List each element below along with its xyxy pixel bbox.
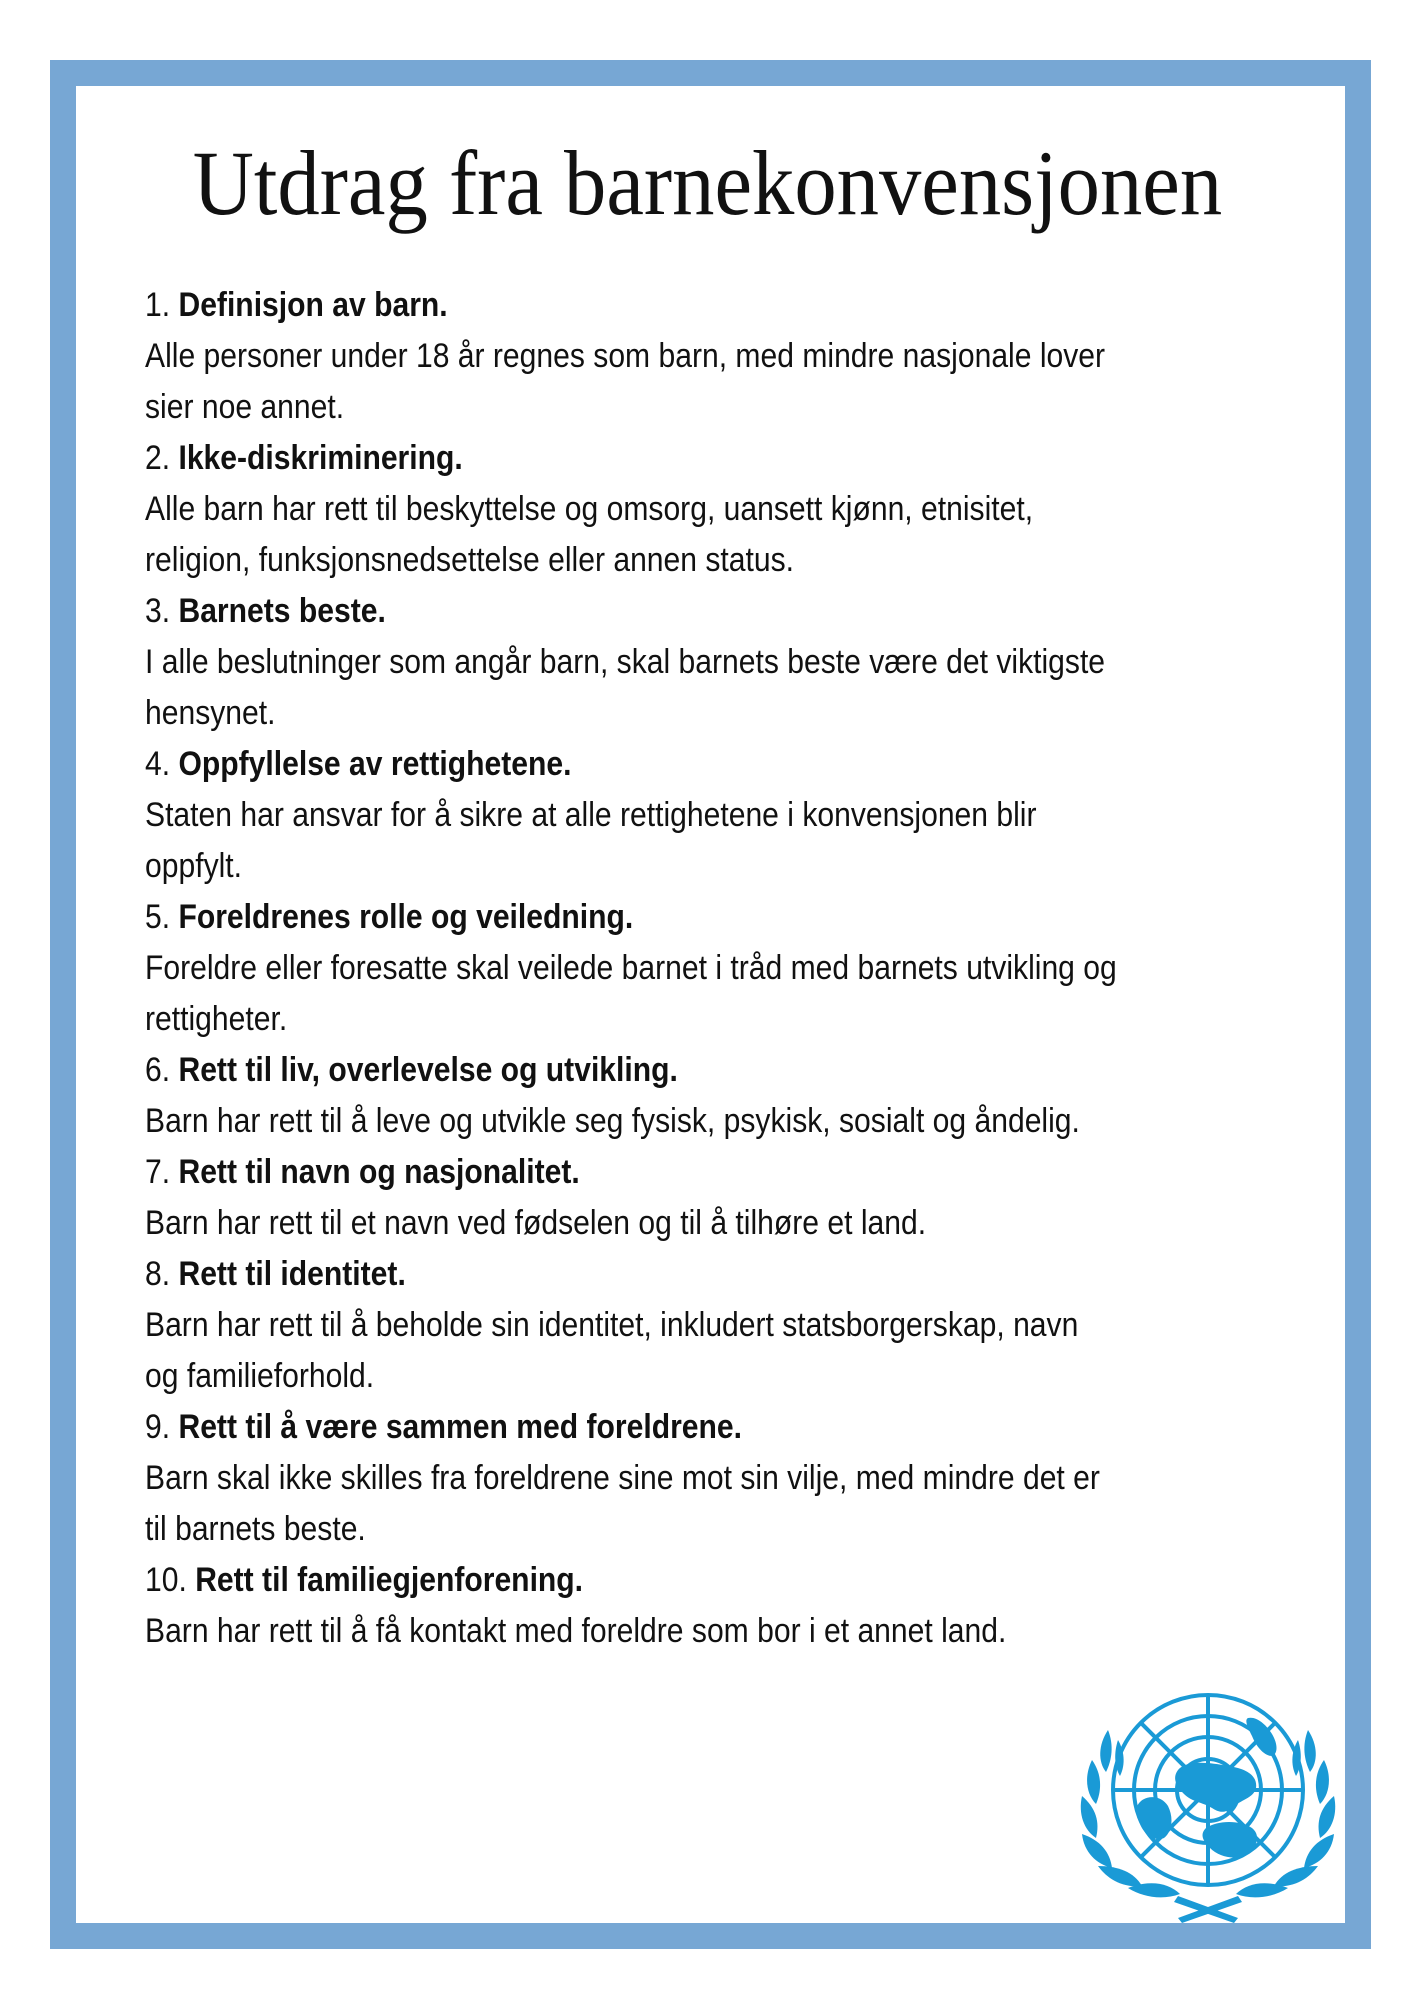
article-text-line: Barn har rett til å beholde sin identitet, inkludert statsborgerskap, navn: [145, 1306, 1079, 1344]
article-text-line: Barn har rett til å få kontakt med foreldre som bor i et annet land.: [145, 1612, 1007, 1650]
article-heading-line: [145, 1045, 1198, 1096]
article-number: 2.: [145, 439, 171, 477]
title-container: [0, 128, 1414, 238]
article-text-line: Barn har rett til å leve og utvikle seg fysisk, psykisk, sosialt og åndelig.: [145, 1102, 1080, 1140]
article-heading: Rett til familiegjenforening.: [195, 1561, 584, 1599]
article-text-line: rettigheter.: [145, 1000, 288, 1038]
article-heading: Rett til å være sammen med foreldrene.: [178, 1408, 743, 1446]
article-number: 6.: [145, 1051, 171, 1089]
article-text-line: I alle beslutninger som angår barn, skal barnets beste være det viktigste: [145, 643, 1106, 681]
article-item: [145, 1402, 1335, 1555]
article-number: 1.: [145, 286, 171, 324]
article-item: [145, 1555, 1335, 1657]
article-heading: Rett til navn og nasjonalitet.: [178, 1153, 580, 1191]
article-heading-line: [145, 1402, 1198, 1453]
article-item: [145, 892, 1335, 1045]
article-number: 3.: [145, 592, 171, 630]
page-title: Utdrag fra barnekonvensjonen: [192, 132, 1222, 234]
article-text-line: hensynet.: [145, 694, 276, 732]
article-item: [145, 1147, 1335, 1249]
article-text-line: Foreldre eller foresatte skal veilede barnet i tråd med barnets utvikling og: [145, 949, 1117, 987]
article-text-line: Alle personer under 18 år regnes som barn, med mindre nasjonale lover: [145, 337, 1106, 375]
article-text-line: Alle barn har rett til beskyttelse og omsorg, uansett kjønn, etnisitet,: [145, 490, 1034, 528]
article-heading-line: [145, 739, 1198, 790]
article-text-line: oppfylt.: [145, 847, 243, 885]
article-item: [145, 433, 1335, 586]
article-number: 9.: [145, 1408, 171, 1446]
article-heading: Barnets beste.: [178, 592, 386, 630]
article-heading: Definisjon av barn.: [178, 286, 448, 324]
article-heading: Rett til liv, overlevelse og utvikling.: [178, 1051, 678, 1089]
article-heading: Rett til identitet.: [178, 1255, 406, 1293]
article-heading-line: [145, 1249, 1198, 1300]
article-item: [145, 586, 1335, 739]
article-number: 8.: [145, 1255, 171, 1293]
article-item: [145, 1045, 1335, 1147]
article-text-line: Staten har ansvar for å sikre at alle rettighetene i konvensjonen blir: [145, 796, 1037, 834]
article-item: [145, 1249, 1335, 1402]
article-heading: Foreldrenes rolle og veiledning.: [178, 898, 634, 936]
article-text-line: religion, funksjonsnedsettelse eller annen status.: [145, 541, 795, 579]
article-number: 7.: [145, 1153, 171, 1191]
article-text-line: Barn skal ikke skilles fra foreldrene sine mot sin vilje, med mindre det er: [145, 1459, 1100, 1497]
article-heading-line: [145, 433, 1198, 484]
article-number: 10.: [145, 1561, 187, 1599]
continent-eurasia: [1175, 1763, 1256, 1812]
article-number: 5.: [145, 898, 171, 936]
article-list: [145, 280, 1335, 1657]
continent-america: [1136, 1797, 1171, 1839]
article-text-line: Barn har rett til et navn ved fødselen og til å tilhøre et land.: [145, 1204, 927, 1242]
article-heading-line: [145, 892, 1198, 943]
article-number: 4.: [145, 745, 171, 783]
article-text-line: sier noe annet.: [145, 388, 345, 426]
article-heading: Ikke-diskriminering.: [178, 439, 463, 477]
continent-africa: [1203, 1822, 1258, 1858]
article-heading-line: [145, 1555, 1198, 1606]
article-heading-line: [145, 1147, 1198, 1198]
un-emblem-icon: [1068, 1690, 1348, 1925]
article-item: [145, 280, 1335, 433]
article-item: [145, 739, 1335, 892]
article-heading: Oppfyllelse av rettighetene.: [178, 745, 572, 783]
article-heading-line: [145, 280, 1198, 331]
article-heading-line: [145, 586, 1198, 637]
article-text-line: til barnets beste.: [145, 1510, 366, 1548]
article-text-line: og familieforhold.: [145, 1357, 375, 1395]
